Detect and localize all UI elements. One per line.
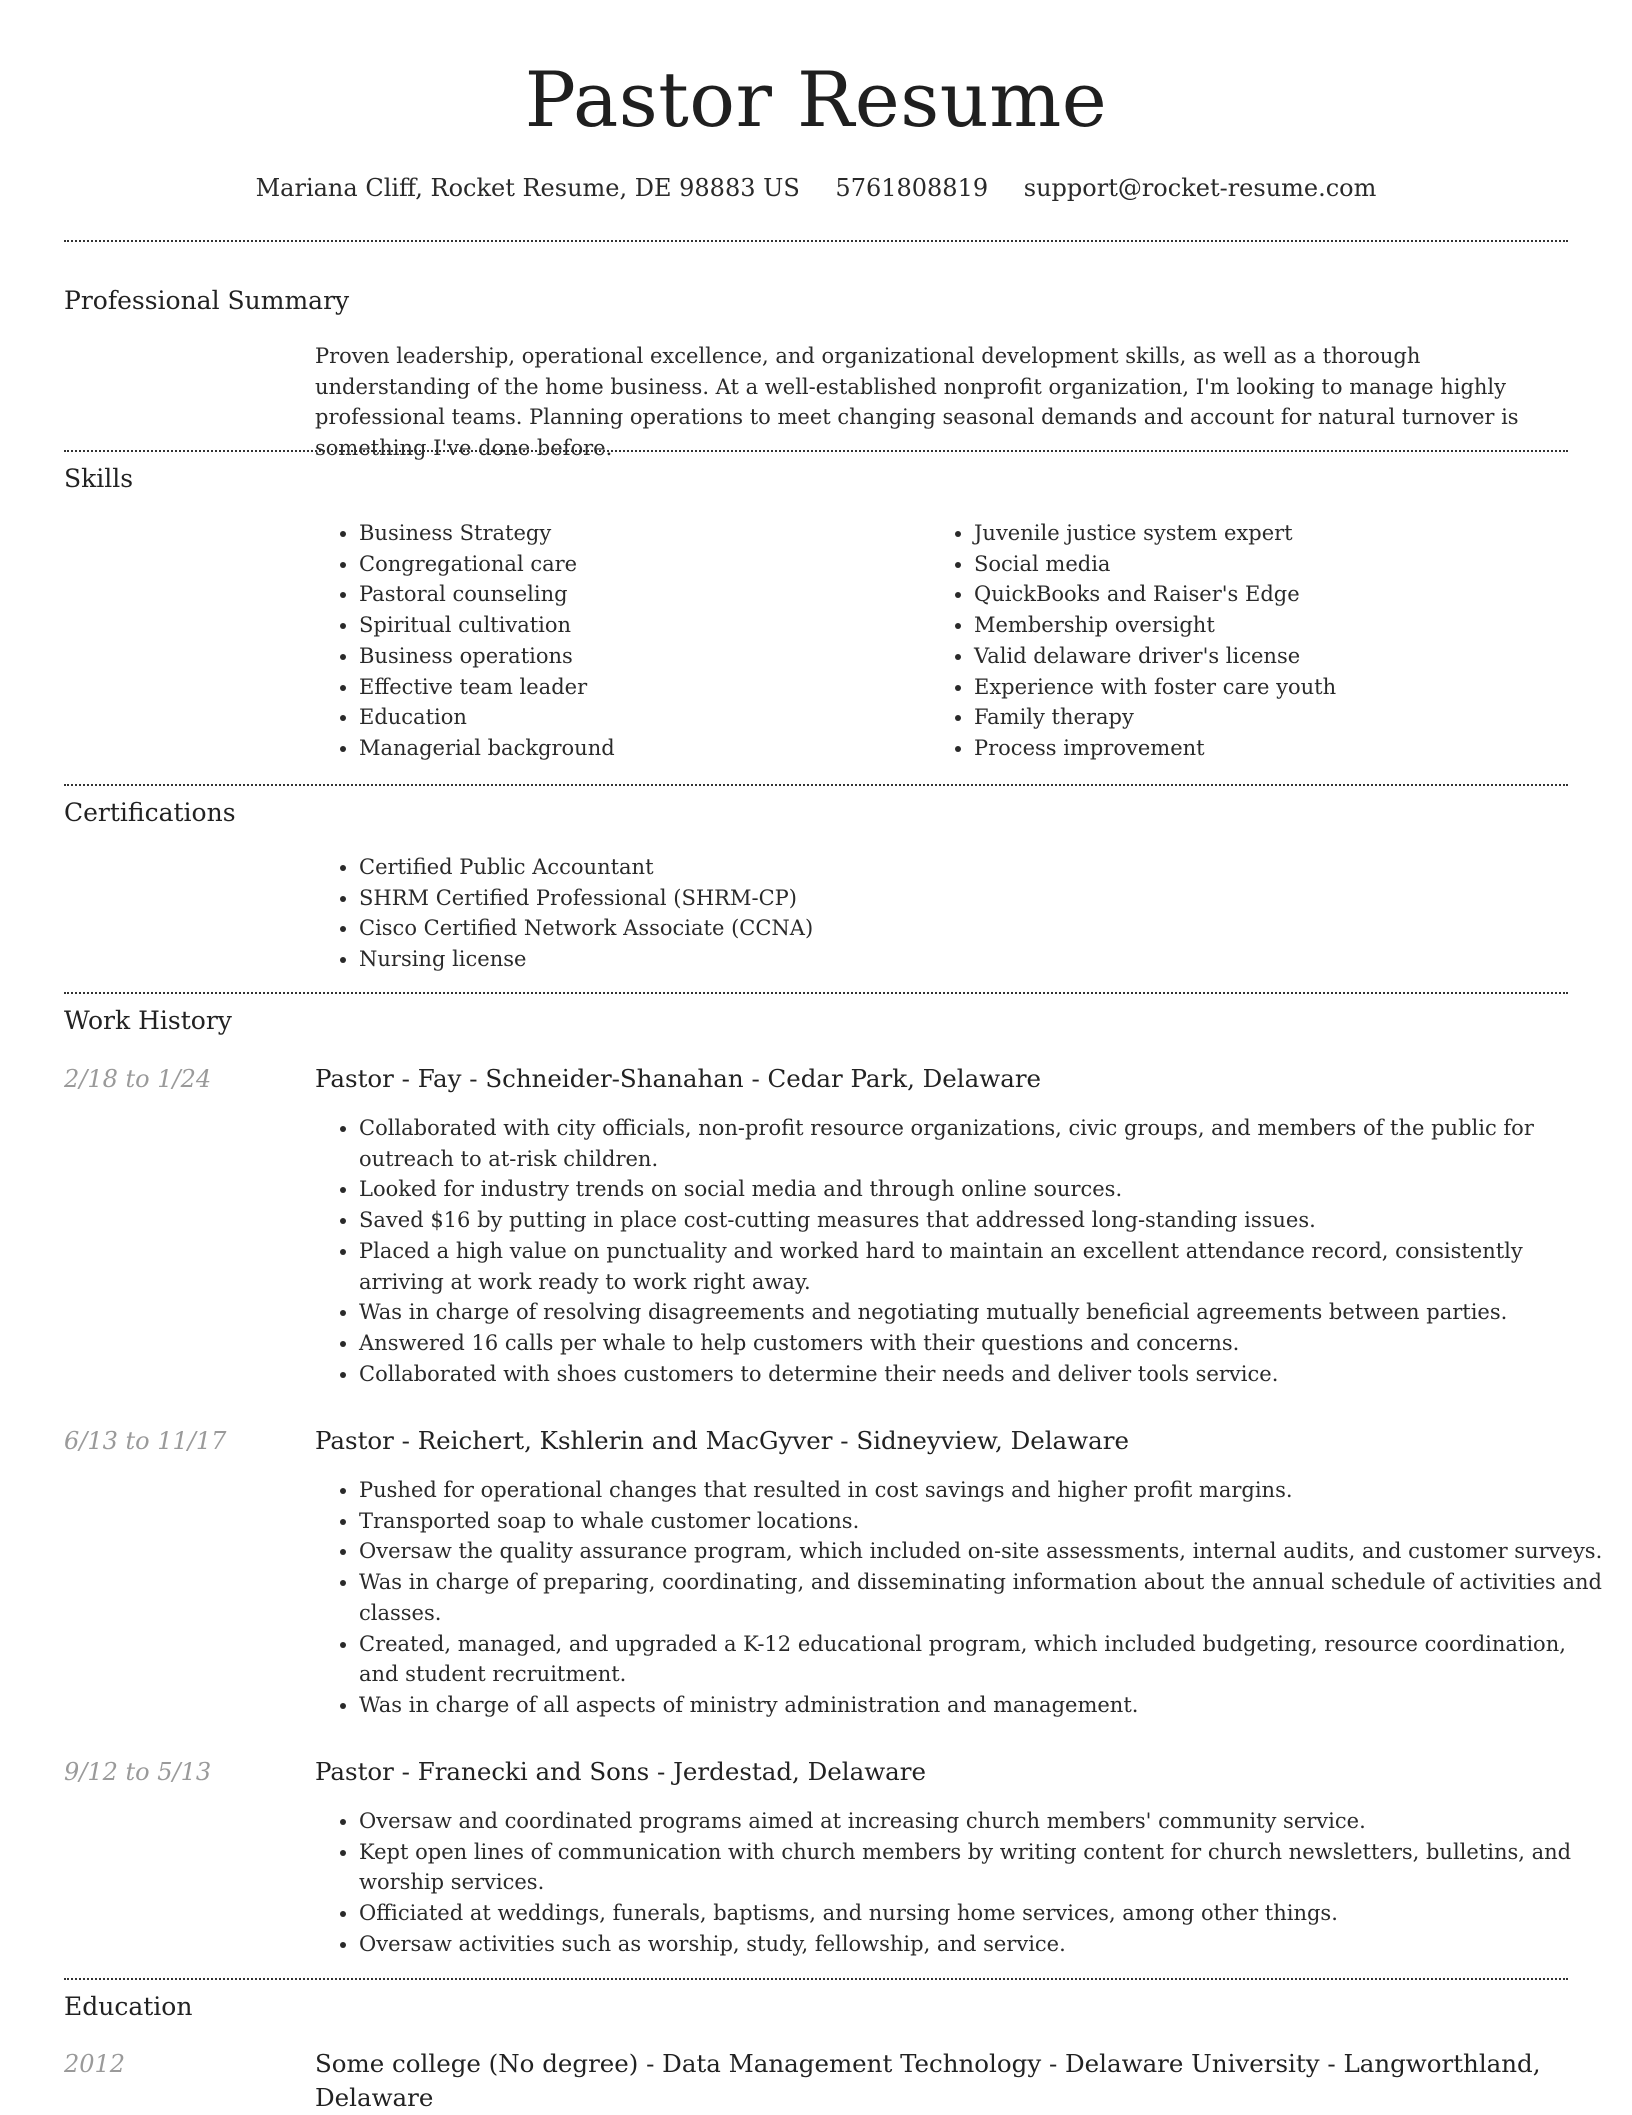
job-bullet: • Collaborated with shoes customers to determine their needs and deliver tools service.: [359, 1359, 1611, 1390]
resume-title: Pastor Resume: [524, 55, 1108, 144]
job-bullet: • Was in charge of preparing, coordinating, and disseminating information about the annual schedule of activities and classes.: [359, 1567, 1611, 1628]
job-bullet: • Collaborated with city officials, non-profit resource organizations, civic groups, and members of the public for outreach to at-risk children.: [359, 1113, 1611, 1174]
job-bullet: • Oversaw and coordinated programs aimed at increasing church members' community service.: [359, 1806, 1611, 1837]
education-title: Some college (No degree) - Data Management Technology - Delaware University - Langworthland, Delaware: [315, 2049, 1541, 2112]
skill-item: • Social media: [974, 549, 1574, 580]
skills-list-left: [315, 518, 919, 764]
contact-phone: 5761808819: [835, 174, 989, 202]
skill-item: • Effective team leader: [359, 672, 919, 703]
certification-item: • SHRM Certified Professional (SHRM-CP): [359, 883, 1259, 914]
job-bullet: • Kept open lines of communication with church members by writing content for church newsletters, bulletins, and worship services.: [359, 1837, 1611, 1898]
job-dates: 9/12 to 5/13: [64, 1758, 212, 1786]
work-history-heading: Work History: [64, 1006, 232, 1035]
skill-item: • QuickBooks and Raiser's Edge: [974, 579, 1574, 610]
certification-item: • Certified Public Accountant: [359, 852, 1259, 883]
job-bullet: • Looked for industry trends on social media and through online sources.: [359, 1174, 1611, 1205]
skill-item: • Valid delaware driver's license: [974, 641, 1574, 672]
skill-item: • Education: [359, 702, 919, 733]
job-bullet: • Answered 16 calls per whale to help customers with their questions and concerns.: [359, 1328, 1611, 1359]
job-bullet: • Transported soap to whale customer locations.: [359, 1506, 1611, 1537]
job-bullet: • Was in charge of all aspects of ministry administration and management.: [359, 1690, 1611, 1721]
job-bullets: [315, 1475, 1611, 1721]
section-divider: [64, 992, 1568, 994]
summary-text: Proven leadership, operational excellence, and organizational development skills, as well as a thorough understanding of the home business. At a well-established nonprofit organization, I'm looking to manage highly professional teams. Planning operations to meet changing seasonal demands and account for natural turnover is something I've done before.: [315, 344, 1519, 460]
skill-item: • Business operations: [359, 641, 919, 672]
job-bullet: • Was in charge of resolving disagreements and negotiating mutually beneficial agreements between parties.: [359, 1297, 1611, 1328]
certification-item: • Nursing license: [359, 944, 1259, 975]
contact-address: Mariana Cliff, Rocket Resume, DE 98883 US: [255, 174, 800, 202]
job-bullet: • Officiated at weddings, funerals, baptisms, and nursing home services, among other things.: [359, 1898, 1611, 1929]
section-divider: [64, 240, 1568, 242]
skill-item: • Managerial background: [359, 733, 919, 764]
job-dates: 2/18 to 1/24: [64, 1065, 212, 1093]
summary-heading: Professional Summary: [64, 286, 350, 315]
job-dates: 6/13 to 11/17: [64, 1427, 227, 1455]
skills-heading: Skills: [64, 464, 134, 493]
job-bullet: • Saved $16 by putting in place cost-cutting measures that addressed long-standing issues.: [359, 1205, 1611, 1236]
skill-item: • Experience with foster care youth: [974, 672, 1574, 703]
contact-line: [0, 172, 1632, 204]
section-divider: [64, 450, 1568, 452]
job-bullets: [315, 1113, 1611, 1389]
skill-item: • Business Strategy: [359, 518, 919, 549]
skill-item: • Juvenile justice system expert: [974, 518, 1574, 549]
skill-item: • Congregational care: [359, 549, 919, 580]
section-divider: [64, 784, 1568, 786]
certifications-list: [315, 852, 1259, 975]
contact-email: support@rocket-resume.com: [1023, 174, 1377, 202]
skill-item: • Family therapy: [974, 702, 1574, 733]
skills-list-right: [930, 518, 1574, 764]
education-heading: Education: [64, 1992, 193, 2021]
job-bullets: [315, 1806, 1611, 1960]
job-bullet: • Created, managed, and upgraded a K-12 educational program, which included budgeting, resource coordination, and student recruitment.: [359, 1629, 1611, 1690]
job-title: Pastor - Reichert, Kshlerin and MacGyver - Sidneyview, Delaware: [315, 1426, 1129, 1455]
job-bullet: • Placed a high value on punctuality and worked hard to maintain an excellent attendance record, consistently arriving at work ready to work right away.: [359, 1236, 1611, 1297]
skill-item: • Spiritual cultivation: [359, 610, 919, 641]
job-title: Pastor - Franecki and Sons - Jerdestad, Delaware: [315, 1757, 926, 1786]
skill-item: • Membership oversight: [974, 610, 1574, 641]
skill-item: • Pastoral counseling: [359, 579, 919, 610]
job-bullet: • Oversaw activities such as worship, study, fellowship, and service.: [359, 1929, 1611, 1960]
skill-item: • Process improvement: [974, 733, 1574, 764]
job-bullet: • Oversaw the quality assurance program, which included on-site assessments, internal audits, and customer surveys.: [359, 1536, 1611, 1567]
certification-item: • Cisco Certified Network Associate (CCNA): [359, 913, 1259, 944]
section-divider: [64, 1978, 1568, 1980]
education-year: 2012: [64, 2050, 126, 2078]
job-bullet: • Pushed for operational changes that resulted in cost savings and higher profit margins.: [359, 1475, 1611, 1506]
job-title: Pastor - Fay - Schneider-Shanahan - Cedar Park, Delaware: [315, 1064, 1042, 1093]
certifications-heading: Certifications: [64, 798, 236, 827]
